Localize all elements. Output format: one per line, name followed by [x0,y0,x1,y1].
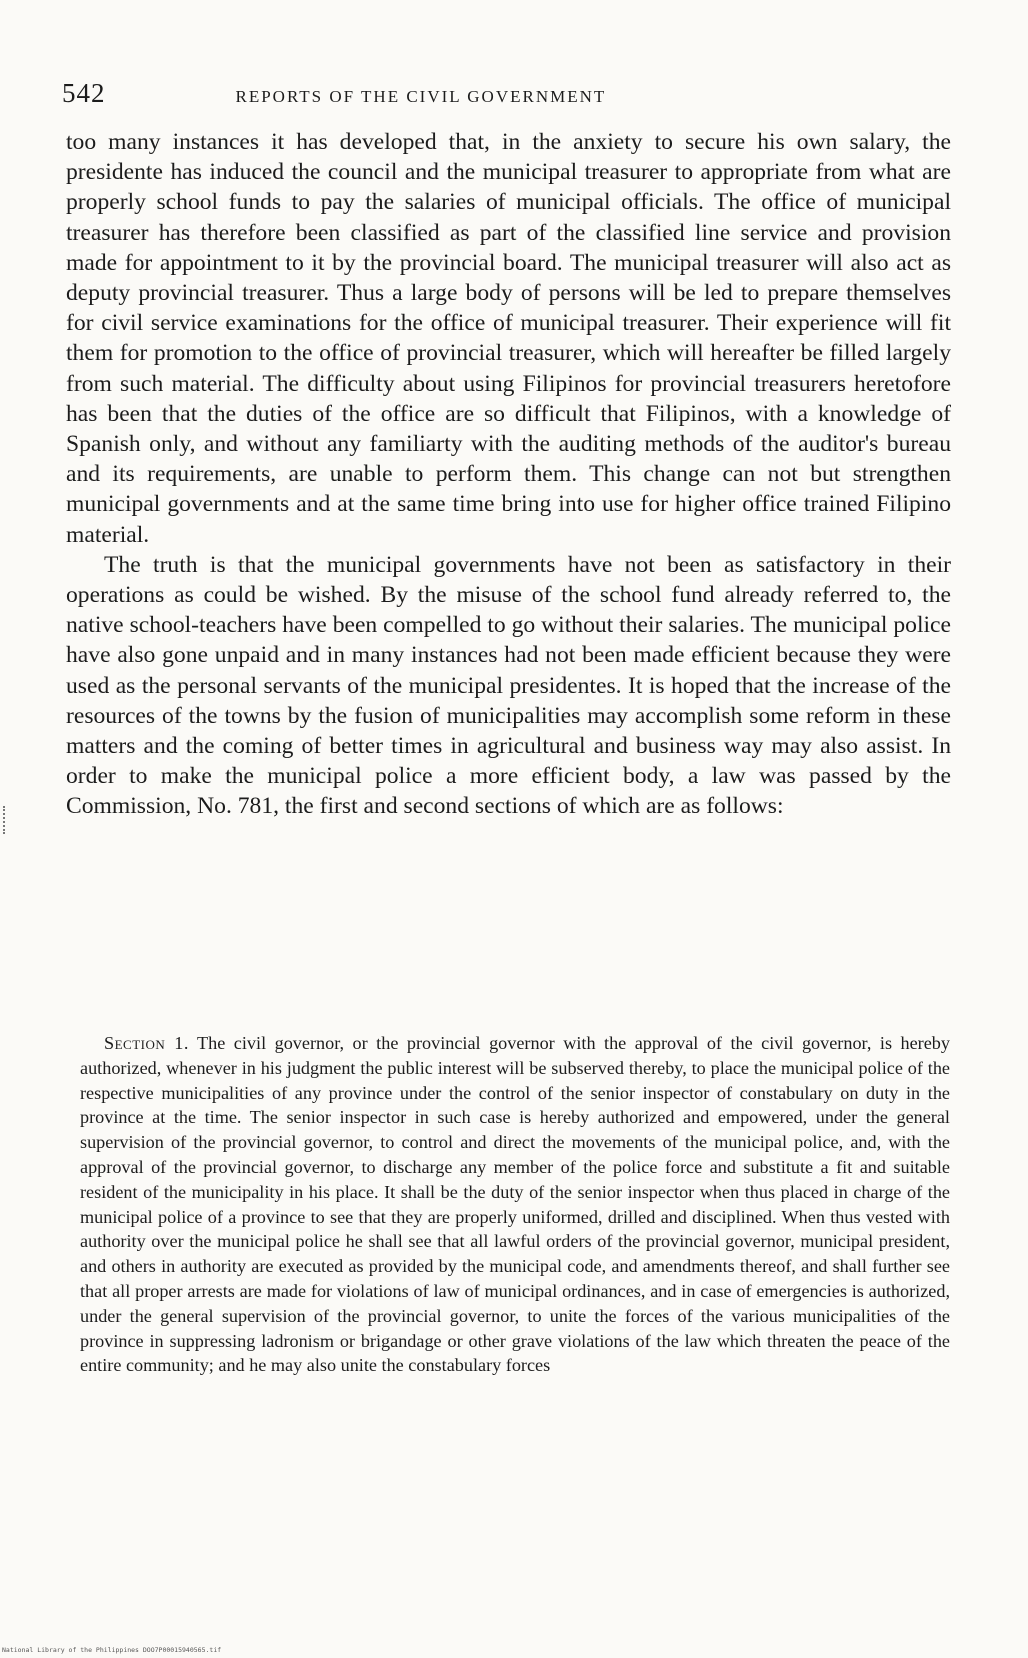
running-title: REPORTS OF THE CIVIL GOVERNMENT [235,87,607,106]
footer-credit: National Library of the Philippines DOO7P00015940565.tif [2,1646,222,1654]
paragraph-municipal-governments: The truth is that the municipal governments have not been as satisfactory in their operations as could be wished. By the misuse of the school fund already referred to, the native school-teachers have been compelled to go without their salaries. The municipal police have also gone unpaid and in many instances had not been made efficient because they were used as the personal servants of the municipal presidentes. It is hoped that the increase of the resources of the towns by the fusion of municipalities may accomplish some reform in these matters and the coming of better times in agricultural and business way may also assist. In order to make the municipal police a more efficient body, a law was passed by the Commission, No. 781, the first and second sections of which are as follows: [66,551,951,820]
paragraph-continued: too many instances it has developed that, in the anxiety to secure his own salary, the presidente has induced the council and the municipal treasurer to appropriate from what are properly school funds to pay the salaries of municipal officials. The office of municipal treasurer has therefore been classified as part of the classified line service and provision made for appointment to it by the provincial board. The municipal treasurer will also act as deputy provincial treasurer. Thus a large body of persons will be led to prepare themselves for civil service examinations for the office of municipal treasurer. Their experience will fit them for promotion to the office of provincial treasurer, which will hereafter be filled largely from such material. The difficulty about using Filipinos for provincial treasurers heretofore has been that the duties of the office are so difficult that Filipinos, with a knowledge of Spanish only, and without any familiarty with the auditing methods of the auditor's bureau and its requirements, are unable to perform them. This change can not but strengthen municipal governments and at the same time bring into use for higher office trained Filipino material. [66,129,951,548]
page-number: 542 [62,78,106,108]
body-text [66,127,951,822]
statute-text: The civil governor, or the provincial governor with the approval of the civil governor, is hereby authorized, whenever in his judgment the public interest will be subserved thereby, to place the municipal police of the respective municipalities of any province under the control of the senior inspector of constabulary on duty in the province at the time. The senior inspector in such case is hereby authorized and empowered, under the general supervision of the provincial governor, to control and direct the movements of the municipal police, and, with the approval of the provincial governor, to discharge any member of the police force and substitute a fit and suitable resident of the municipality in his place. It shall be the duty of the senior inspector when thus placed in charge of the municipal police of a province to see that they are properly uniformed, drilled and disciplined. When thus vested with authority over the municipal police he shall see that all lawful orders of the provincial governor, municipal president, and others in authority are executed as provided by the municipal code, and amendments thereof, and shall further see that all proper arrests are made for violations of law of municipal ordinances, and in case of emergencies is authorized, under the general supervision of the provincial governor, to unite the forces of the various municipalities of the province in suppressing ladronism or brigandage or other grave violations of the law which threaten the peace of the entire community; and he may also unite the constabulary forces [80,1033,950,1376]
statute-excerpt [80,1031,950,1378]
margin-mark [3,806,8,834]
section-label: Section 1. [104,1033,189,1053]
page-header [62,78,782,109]
